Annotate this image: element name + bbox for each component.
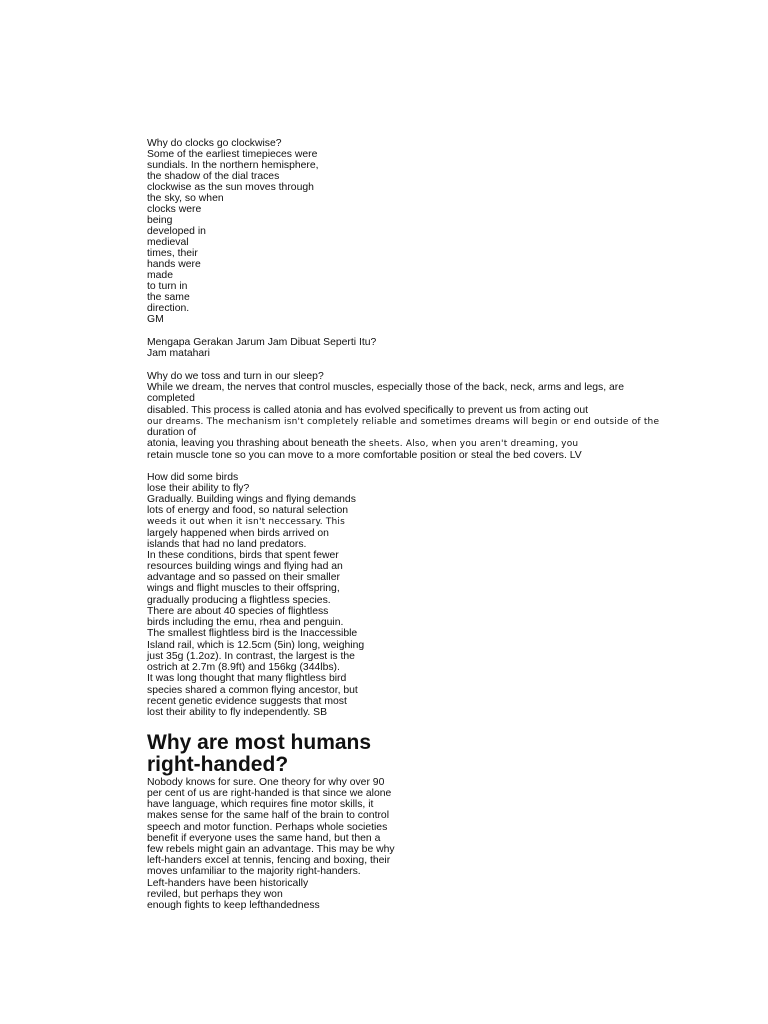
text-span: sheets. Also, when you aren't dreaming, you [368, 439, 579, 449]
clocks-title: Why do clocks go clockwise? [147, 138, 282, 149]
text-line: The smallest flightless bird is the Inaccessible [147, 628, 358, 639]
text-line: enough fights to keep lefthandedness [147, 900, 320, 911]
text-line: hands were [147, 259, 201, 270]
text-line: direction. [147, 303, 190, 314]
text-line: few rebels might gain an advantage. This may be why [147, 844, 395, 855]
text-line [147, 438, 578, 450]
text-line: retain muscle tone so you can move to a more comfortable position or steal the bed covers. LV [147, 450, 582, 461]
text-line: lots of energy and food, so natural selection [147, 505, 349, 516]
text-line: species shared a common flying ancestor, but [147, 685, 358, 696]
text-line: developed in [147, 226, 206, 237]
text-line: the sky, so when [147, 193, 224, 204]
text-line: ostrich at 2.7m (8.9ft) and 156kg (344lbs). [147, 662, 340, 673]
text-line: times, their [147, 248, 198, 259]
text-line: the shadow of the dial traces [147, 171, 280, 182]
text-line: medieval [147, 237, 189, 248]
text-line: to turn in [147, 281, 188, 292]
text-line: duration of [147, 427, 197, 438]
text-line: birds including the emu, rhea and penguin. [147, 617, 344, 628]
text-line: disabled. This process is called atonia and has evolved specifically to prevent us from acting out [147, 405, 589, 416]
text-line: reviled, but perhaps they won [147, 889, 283, 900]
text-line: benefit if everyone uses the same hand, but then a [147, 833, 381, 844]
text-line: makes sense for the same half of the brain to control [147, 810, 389, 821]
author-initials: GM [147, 314, 164, 325]
text-line: lost their ability to fly independently. SB [147, 707, 328, 718]
text-line: There are about 40 species of flightless [147, 606, 329, 617]
text-line: weeds it out when it isn't neccessary. This [147, 517, 346, 527]
text-line: islands that had no land predators. [147, 539, 307, 550]
text-span: atonia, leaving you thrashing about beneath the [147, 438, 366, 449]
birds-title: lose their ability to fly? [147, 483, 250, 494]
text-line: the same [147, 292, 190, 303]
text-line: advantage and so passed on their smaller [147, 572, 340, 583]
text-line: While we dream, the nerves that control muscles, especially those of the back, neck, arms and legs, are [147, 382, 625, 393]
text-line: speech and motor function. Perhaps whole societies [147, 822, 388, 833]
text-line: per cent of us are right-handed is that since we alone [147, 788, 392, 799]
text-line: sundials. In the northern hemisphere, [147, 160, 319, 171]
text-line: Island rail, which is 12.5cm (5in) long, weighing [147, 640, 365, 651]
text-line: clockwise as the sun moves through [147, 182, 314, 193]
text-line: gradually producing a flightless species. [147, 595, 331, 606]
text-line: wings and flight muscles to their offspring, [147, 583, 340, 594]
text-line: In these conditions, birds that spent fewer [147, 550, 339, 561]
text-line: have language, which requires fine motor skills, it [147, 799, 374, 810]
indonesian-title: Mengapa Gerakan Jarum Jam Dibuat Seperti Itu? [147, 337, 377, 348]
text-line: just 35g (1.2oz). In contrast, the largest is the [147, 651, 355, 662]
handedness-heading: right-handed? [147, 753, 289, 776]
text-line: largely happened when birds arrived on [147, 528, 329, 539]
handedness-heading: Why are most humans [147, 731, 372, 754]
text-line: clocks were [147, 204, 202, 215]
text-line: Gradually. Building wings and flying demands [147, 494, 356, 505]
text-line: resources building wings and flying had an [147, 561, 343, 572]
text-line: made [147, 270, 173, 281]
text-line: being [147, 215, 173, 226]
text-line: completed [147, 393, 195, 404]
text-line: left-handers excel at tennis, fencing and boxing, their [147, 855, 391, 866]
sleep-title: Why do we toss and turn in our sleep? [147, 371, 324, 382]
text-line: recent genetic evidence suggests that most [147, 696, 347, 707]
text-line: It was long thought that many flightless bird [147, 673, 347, 684]
text-line: moves unfamiliar to the majority right-handers. [147, 866, 361, 877]
text-line: Nobody knows for sure. One theory for why over 90 [147, 777, 385, 788]
text-line: our dreams. The mechanism isn't completely reliable and sometimes dreams will begin or end outside of the [147, 417, 660, 427]
birds-title: How did some birds [147, 472, 239, 483]
text-line: Some of the earliest timepieces were [147, 149, 318, 160]
text-line: Jam matahari [147, 348, 210, 359]
text-line: Left-handers have been historically [147, 878, 309, 889]
